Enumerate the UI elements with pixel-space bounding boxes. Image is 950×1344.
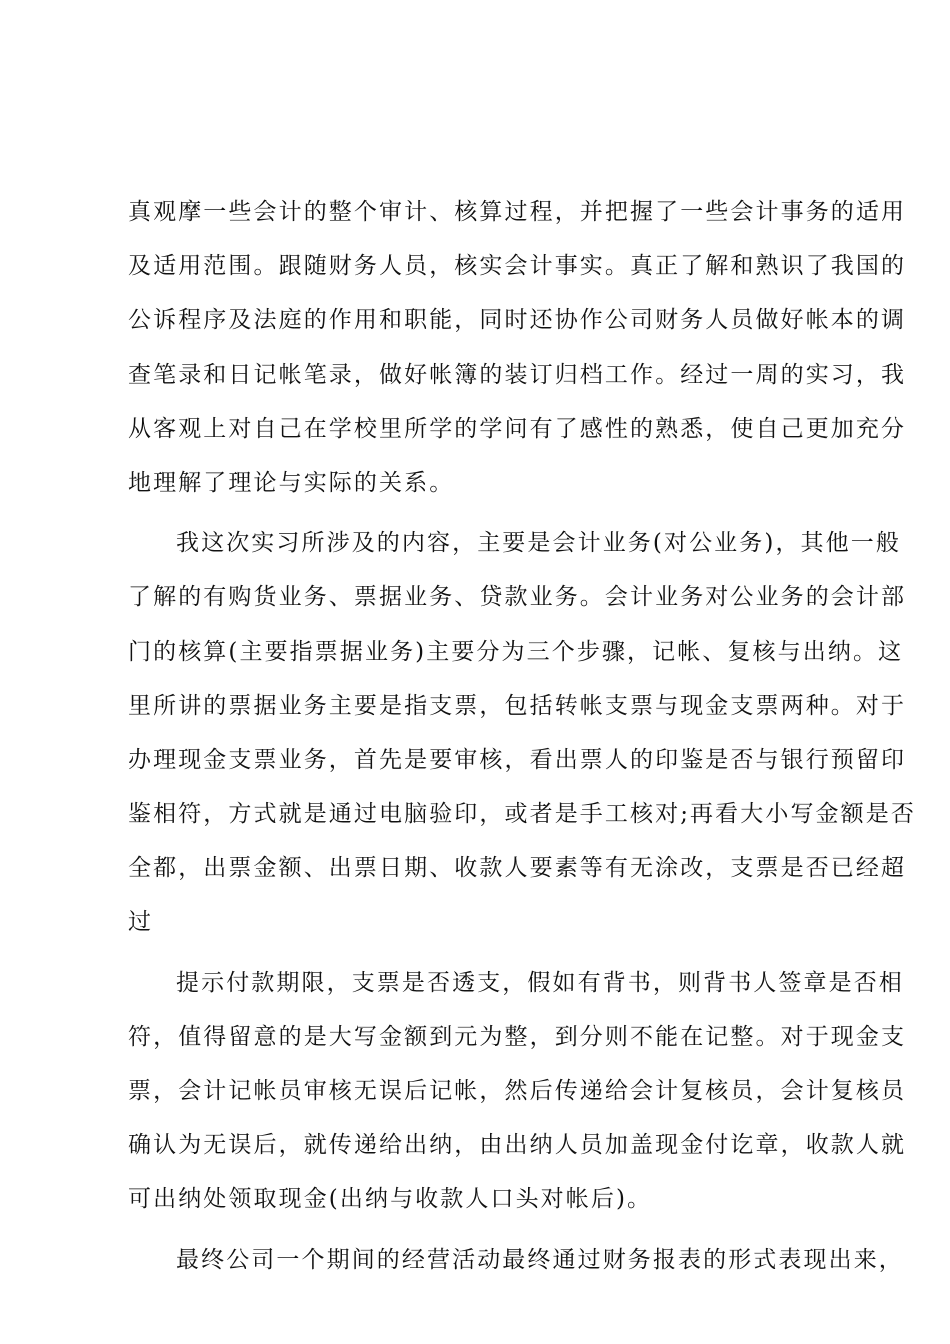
text-line: 公诉程序及法庭的作用和职能，同时还协作公司财务人员做好帐本的调	[128, 307, 907, 334]
text-line: 全都，出票金额、出票日期、收款人要素等有无涂改，支票是否已经超	[128, 855, 907, 882]
text-line: 里所讲的票据业务主要是指支票，包括转帐支票与现金支票两种。对于	[128, 692, 907, 719]
text-line: 可出纳处领取现金(出纳与收款人口头对帐后)。	[128, 1186, 653, 1213]
text-line: 真观摩一些会计的整个审计、核算过程，并把握了一些会计事务的适用	[128, 199, 907, 225]
text-line: 办理现金支票业务，首先是要审核，看出票人的印鉴是否与银行预留印	[128, 746, 907, 773]
text-line: 确认为无误后，就传递给出纳，由出纳人员加盖现金付讫章，收款人就	[128, 1132, 907, 1159]
text-line: 及适用范围。跟随财务人员，核实会计事实。真正了解和熟识了我国的	[128, 253, 907, 280]
text-line: 鉴相符，方式就是通过电脑验印，或者是手工核对;再看大小写金额是否	[128, 801, 916, 828]
text-line: 门的核算(主要指票据业务)主要分为三个步骤，记帐、复核与出纳。这	[128, 638, 904, 665]
paragraph-first-line: 最终公司一个期间的经营活动最终通过财务报表的形式表现出来，	[176, 1246, 904, 1273]
text-line: 了解的有购货业务、票据业务、贷款业务。会计业务对公业务的会计部	[128, 584, 907, 611]
text-line: 符，值得留意的是大写金额到元为整，到分则不能在记整。对于现金支	[128, 1023, 907, 1050]
text-line: 票，会计记帐员审核无误后记帐，然后传递给会计复核员，会计复核员	[128, 1078, 907, 1104]
document-body	[128, 185, 916, 1287]
text-line: 地理解了理论与实际的关系。	[128, 469, 455, 496]
paragraph-first-line: 提示付款期限，支票是否透支，假如有背书，则背书人签章是否相	[176, 969, 904, 996]
text-line: 过	[128, 909, 154, 936]
text-line: 查笔录和日记帐笔录，做好帐簿的装订归档工作。经过一周的实习，我	[128, 361, 907, 388]
text-line: 从客观上对自己在学校里所学的学问有了感性的熟悉，使自己更加充分	[128, 415, 907, 442]
paragraph-first-line: 我这次实习所涉及的内容，主要是会计业务(对公业务)，其他一般	[176, 530, 901, 557]
